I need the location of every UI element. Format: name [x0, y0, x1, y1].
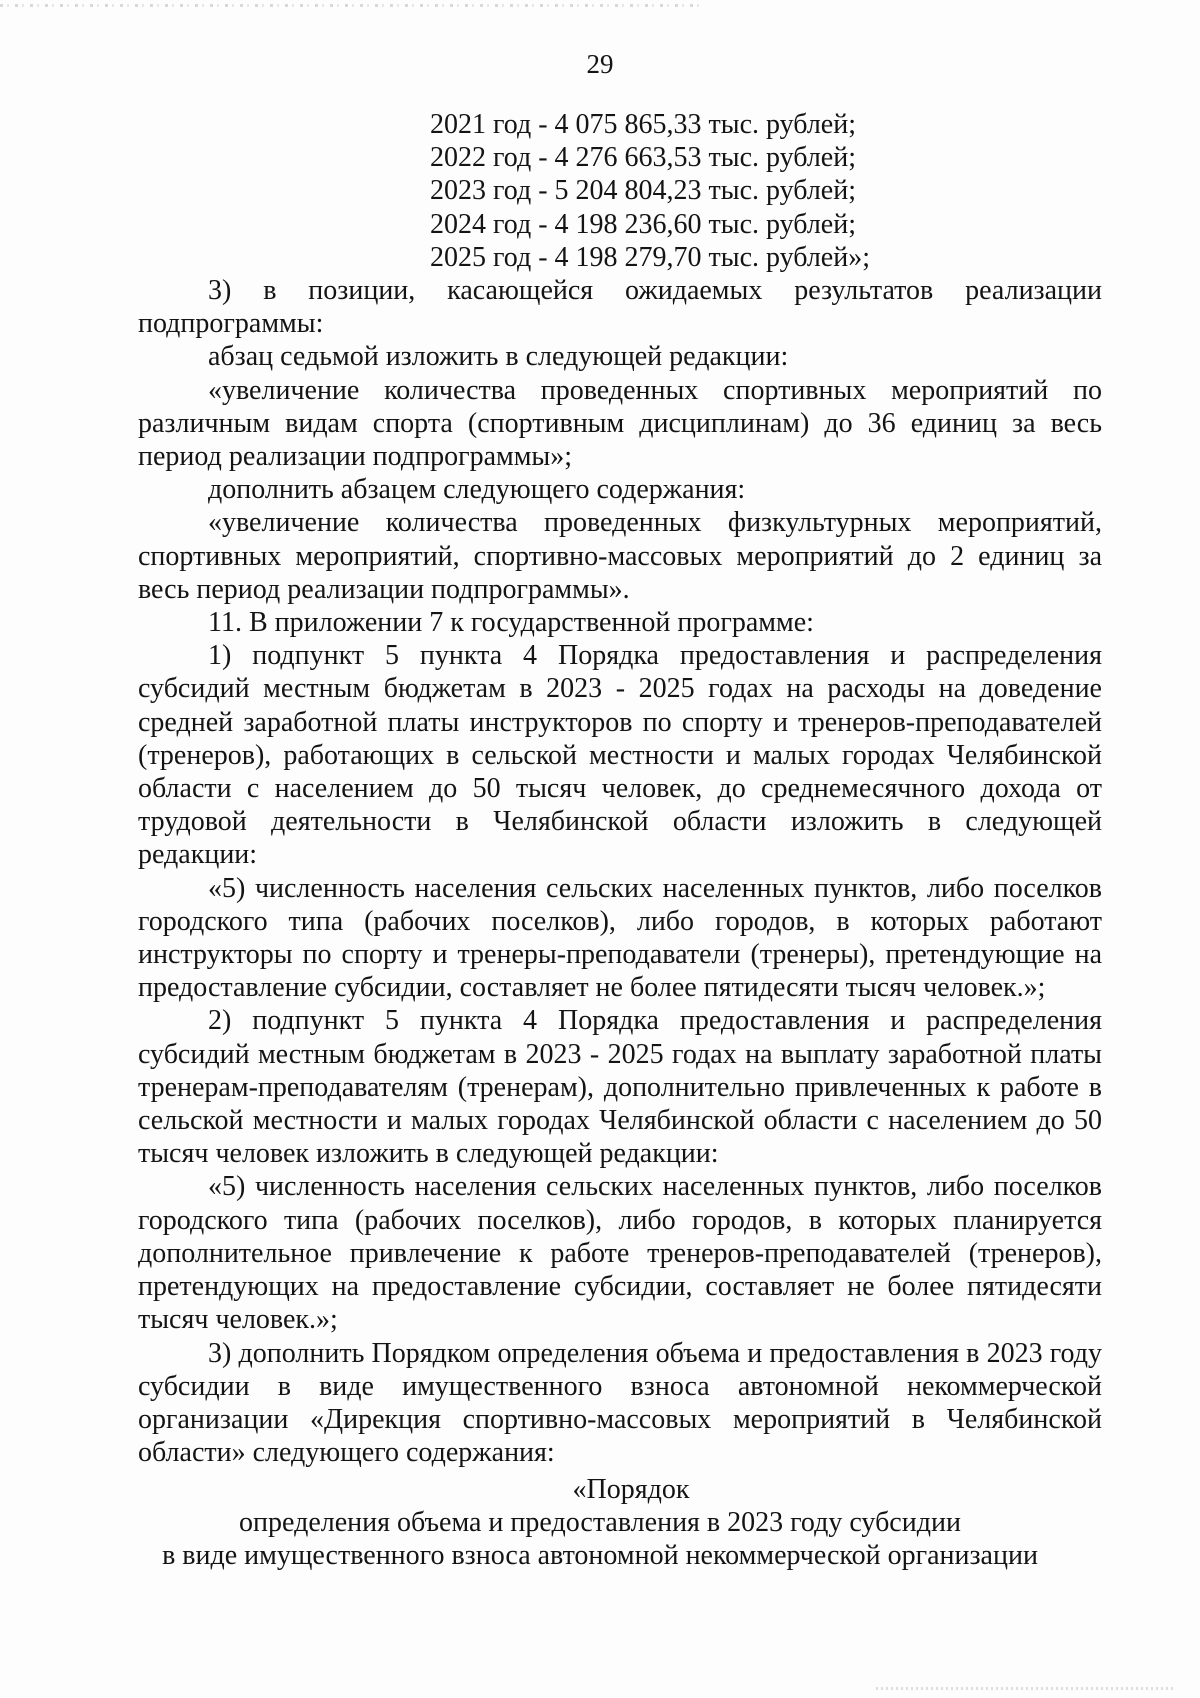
paragraph-add-abzac-instruction: дополнить абзацем следующего содержания: [208, 474, 746, 506]
paragraph-quoted-sport-events: «увеличение количества проведенных спортивных мероприятий по различным видам спорта (спортивным дисциплинам) до 36 единиц за весь период реализации подпрограммы»; [138, 374, 1102, 473]
funding-line-2023: 2023 год - 5 204 804,23 тыс. рублей; [430, 175, 857, 207]
document-body [138, 274, 1102, 1469]
procedure-heading [0, 1473, 1200, 1573]
paragraph-quoted-5-coaches: «5) численность населения сельских населенных пунктов, либо поселков городского типа (рабочих поселков), либо городов, в которых планируется дополнительное привлечение к работе тренеров-преподавателей (тренеров), претендующих на предоставление субсидии, составляет не более пятидесяти тысяч человек.»; [138, 1171, 1102, 1336]
funding-line-2025: 2025 год - 4 198 279,70 тыс. рублей»; [430, 241, 871, 273]
paragraph-item-3-expected-results: 3) в позиции, касающейся ожидаемых результатов реализации подпрограммы: [138, 275, 1102, 340]
funding-line-2022: 2022 год - 4 276 663,53 тыс. рублей; [430, 142, 857, 174]
funding-line-2024: 2024 год - 4 198 236,60 тыс. рублей; [430, 208, 857, 240]
paragraph-subitem-3: 3) дополнить Порядком определения объема и предоставления в 2023 году субсидии в виде имущественного взноса автономной некоммерческой организации «Дирекция спортивно-массовых мероприятий в Челябинской области» следующего содержания: [138, 1337, 1102, 1469]
paragraph-quoted-physical-culture-events: «увеличение количества проведенных физкультурных мероприятий, спортивных мероприятий, спортивно-массовых мероприятий до 2 единиц за весь период реализации подпрограммы». [138, 507, 1102, 605]
scan-artifact-top [0, 4, 700, 7]
page-number: 29 [586, 49, 614, 79]
paragraph-quoted-5-instructors: «5) численность населения сельских населенных пунктов, либо поселков городского типа (рабочих поселков), либо городов, в которых работают инструкторы по спорту и тренеры-преподаватели (тренеры), претендующие на предоставление субсидии, составляет не более пятидесяти тысяч человек.»; [138, 872, 1102, 1004]
funding-amounts-list [430, 108, 930, 274]
paragraph-section-11: 11. В приложении 7 к государственной программе: [208, 607, 814, 639]
paragraph-subitem-2: 2) подпункт 5 пункта 4 Порядка предоставления и распределения субсидий местным бюджетам в 2023 - 2025 годах на выплату заработной платы тренерам-преподавателям (тренерам), дополнительно привлеченных к работе в сельской местности и малых городах Челябинской области с населением до 50 тысяч человек изложить в следующей редакции: [138, 1005, 1102, 1170]
funding-line-2021: 2021 год - 4 075 865,33 тыс. рублей; [430, 109, 857, 140]
scan-artifact-bottom [876, 1687, 1176, 1690]
paragraph-subitem-1: 1) подпункт 5 пункта 4 Порядка предоставления и распределения субсидий местным бюджетам в 2023 - 2025 годах на расходы на доведение средней заработной платы инструкторов по спорту и тренеров-преподавателей (тренеров), работающих в сельской местности и малых городах Челябинской области с населением до 50 тысяч человек, до среднемесячного дохода от трудовой деятельности в Челябинской области изложить в следующей редакции: [138, 640, 1102, 871]
heading-title: «Порядок [572, 1474, 690, 1505]
heading-subtitle-line-2: в виде имущественного взноса автономной некоммерческой организации [162, 1540, 1038, 1572]
paragraph-seventh-abzac-instruction: абзац седьмой изложить в следующей редакции: [208, 341, 789, 373]
heading-subtitle-line-1: определения объема и предоставления в 2023 году субсидии [239, 1507, 961, 1539]
